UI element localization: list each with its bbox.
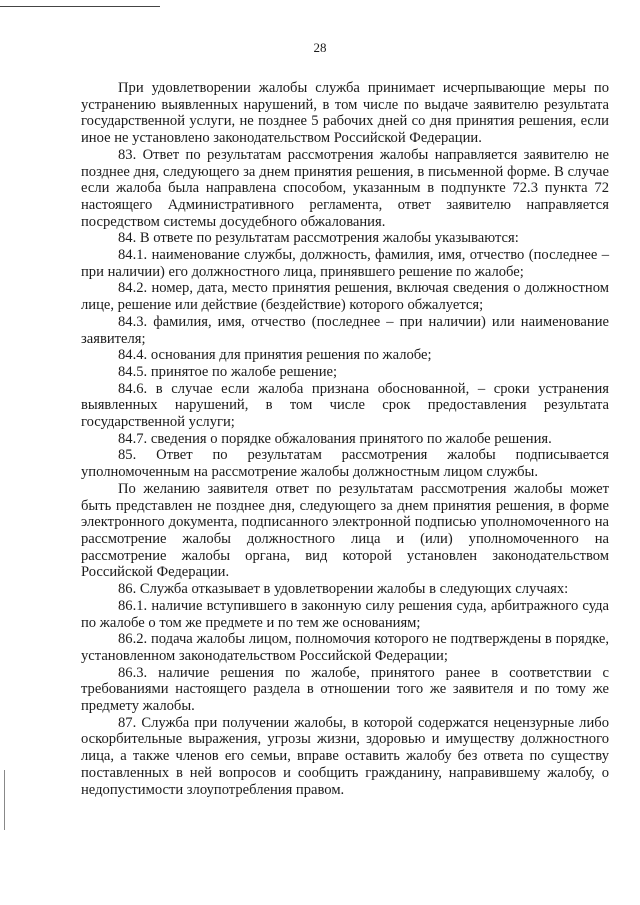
paragraph-86-2: 86.2. подача жалобы лицом, полномочия которого не подтверждены в порядке, установленном законодательством Российской Федерации; xyxy=(81,631,609,664)
paragraph-84-5: 84.5. принятое по жалобе решение; xyxy=(118,363,338,380)
document-body xyxy=(81,80,609,798)
paragraph-84-4: 84.4. основания для принятия решения по жалобе; xyxy=(118,347,432,364)
paragraph-84-6: 84.6. в случае если жалоба признана обоснованной, – сроки устранения выявленных нарушений, в том числе срок предоставления результата государственной услуги; xyxy=(81,380,609,431)
paragraph-electronic-answer: По желанию заявителя ответ по результатам рассмотрения жалобы может быть представлен не позднее дня, следующего за днем принятия решения, в форме электронного документа, подписанного электронной подписью уполномоченного на рассмотрение жалобы должностного лица и (или) уполномоченного на рассмотрение жалобы органа, вид которой установлен законодательством Российской Федерации. xyxy=(81,480,609,581)
paragraph-83: 83. Ответ по результатам рассмотрения жалобы направляется заявителю не позднее дня, следующего за днем принятия решения, в письменной форме. В случае если жалоба была направлена способом, указанным в подпункте 72.3 пункта 72 настоящего Административного регламента, ответ заявителю направляется посредством системы досудебного обжалования. xyxy=(81,146,609,230)
scan-edge-top xyxy=(0,6,160,7)
paragraph-86: 86. Служба отказывает в удовлетворении жалобы в следующих случаях: xyxy=(118,581,569,598)
scan-edge-left xyxy=(4,770,5,830)
paragraph-84-1: 84.1. наименование службы, должность, фамилия, имя, отчество (последнее – при наличии) его должностного лица, принявшего решение по жалобе; xyxy=(81,247,609,280)
page-number: 28 xyxy=(313,40,327,55)
paragraph-84-3: 84.3. фамилия, имя, отчество (последнее – при наличии) или наименование заявителя; xyxy=(81,313,609,347)
paragraph-86-3: 86.3. наличие решения по жалобе, принятого ранее в соответствии с требованиями настоящего раздела в отношении того же заявителя и по тому же предмету жалобы. xyxy=(81,664,609,715)
paragraph-84-2: 84.2. номер, дата, место принятия решения, включая сведения о должностном лице, решение или действие (бездействие) которого обжалуется; xyxy=(81,280,609,314)
paragraph-85: 85. Ответ по результатам рассмотрения жалобы подписывается уполномоченным на рассмотрение жалобы должностным лицом службы. xyxy=(81,447,609,481)
paragraph-87: 87. Служба при получении жалобы, в которой содержатся нецензурные либо оскорбительные выражения, угрозы жизни, здоровью и имуществу должностного лица, а также членов его семьи, вправе оставить жалобу без ответа по существу поставленных в ней вопросов и сообщить гражданину, направившему жалобу, о недопустимости злоупотребления правом. xyxy=(81,714,609,798)
paragraph-84: 84. В ответе по результатам рассмотрения жалобы указываются: xyxy=(118,230,519,247)
paragraph-86-1: 86.1. наличие вступившего в законную силу решения суда, арбитражного суда по жалобе о том же предмете и по тем же основаниям; xyxy=(81,597,609,631)
paragraph-complaint-satisfaction: При удовлетворении жалобы служба принимает исчерпывающие меры по устранению выявленных нарушений, в том числе по выдаче заявителю результата государственной услуги, не позднее 5 рабочих дней со дня принятия решения, если иное не установлено законодательством Российской Федерации. xyxy=(81,80,609,147)
paragraph-84-7: 84.7. сведения о порядке обжалования принятого по жалобе решения. xyxy=(118,430,552,447)
